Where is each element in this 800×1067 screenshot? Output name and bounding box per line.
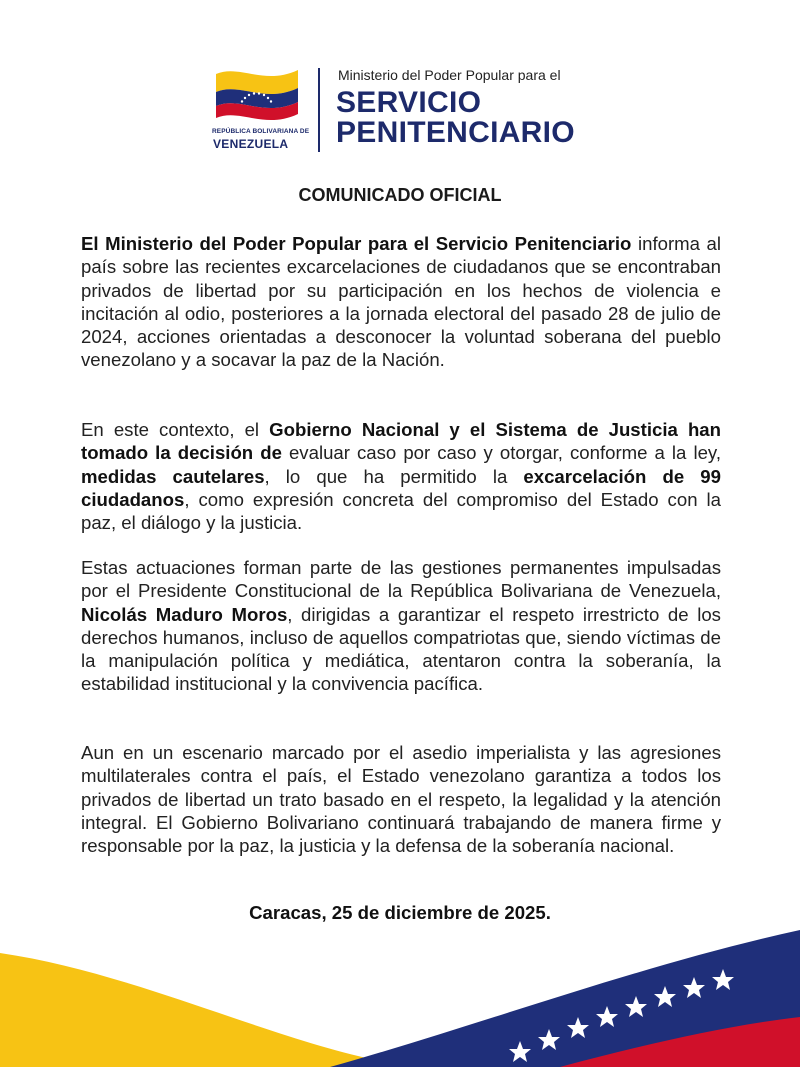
dateline: Caracas, 25 de diciembre de 2025. — [249, 902, 551, 923]
ministry-name-line-2: PENITENCIARIO — [336, 116, 575, 149]
paragraph-1-text: informa al país sobre las recientes excarcelaciones de ciudadanos que se encontraban privados de libertad por su participación en los hechos de violencia e incitación al odio, posteriores a la jornada electoral del pasado 28 de julio de 2024, acciones orientadas a desconocer la voluntad soberana del pueblo venezolano y a socavar la paz de la Nación. — [81, 233, 721, 371]
paragraph-2 — [81, 418, 721, 534]
paragraph-3-bold-1: Nicolás Maduro Moros — [81, 603, 288, 625]
paragraph-3 — [81, 556, 721, 696]
header-logo-block — [212, 62, 592, 158]
paragraph-2-text-1: En este contexto, el — [81, 419, 270, 440]
paragraph-2-text-3: , lo que ha permitido la — [264, 465, 524, 487]
gov-label-small: REPÚBLICA BOLIVARIANA DE — [212, 128, 310, 135]
venezuela-flag-icon — [212, 64, 302, 122]
document-title: COMUNICADO OFICIAL — [298, 185, 502, 205]
paragraph-2-text-4: , como expresión concreta del compromiso del Estado con la paz, el diálogo y la justicia. — [81, 488, 721, 534]
paragraph-2-bold-3: excarcelación de 99 ciudadanos — [81, 465, 721, 510]
ministry-line: Ministerio del Poder Popular para el — [338, 67, 561, 83]
ministry-name-line-1: SERVICIO — [336, 86, 482, 119]
paragraph-1-bold-lead: El Ministerio del Poder Popular para el Servicio Penitenciario — [81, 233, 632, 254]
paragraph-3-text-1: Estas actuaciones forman parte de las gestiones permanentes impulsadas por el Presidente Constitucional de la República Bolivariana de Venezuela, — [81, 557, 721, 602]
paragraph-2-text-2: evaluar caso por caso y otorgar, conforme a la ley, — [281, 442, 722, 464]
paragraph-3-text-2: , dirigidas a garantizar el respeto irrestricto de los derechos humanos, incluso de aquellos compatriotas que, siendo víctimas de la manipulación política y mediática, atentaron contra la soberanía, la estabilidad institucional y la convivencia pacífica. — [81, 603, 721, 695]
ministry-name — [336, 88, 575, 148]
paragraph-2-bold-1: Gobierno Nacional y el Sistema de Justicia han tomado la decisión de — [81, 419, 721, 464]
gov-label-country: VENEZUELA — [213, 137, 289, 151]
footer-flag-wave-icon — [0, 925, 800, 1067]
header-divider — [318, 68, 320, 152]
paragraph-1 — [81, 232, 721, 372]
paragraph-2-bold-2: medidas cautelares — [81, 465, 265, 487]
paragraph-4: Aun en un escenario marcado por el asedio imperialista y las agresiones multilaterales contra el país, el Estado venezolano garantiza a todos los privados de libertad un trato basado en el respeto, la legalidad y la atención integral. El Gobierno Bolivariano continuará trabajando de manera firme y responsable por la paz, la justicia y la defensa de la soberanía nacional. — [81, 742, 721, 857]
